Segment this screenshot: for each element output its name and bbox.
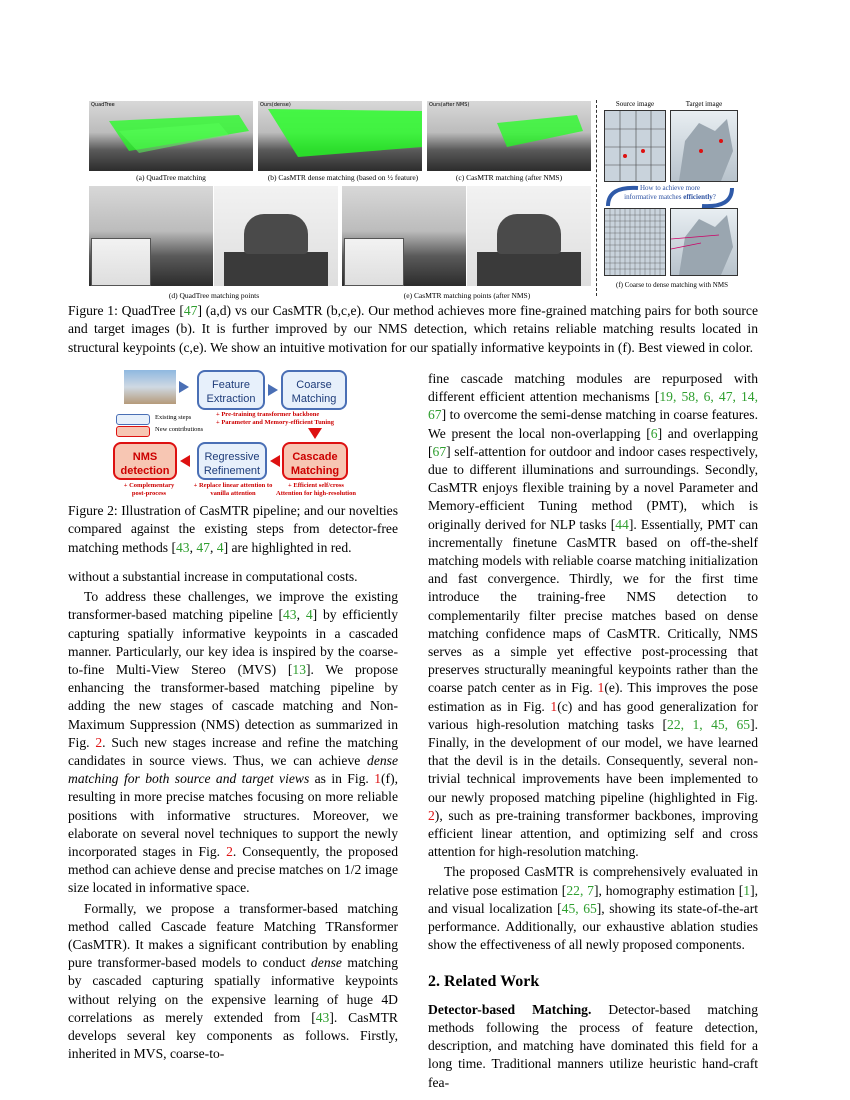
paragraph: Formally, we propose a transformer-based matching method called Cascade feature Matching TRansformer (CasMTR). It makes a significant contribution by enabling pure transformer-based models to conduct dense matching by cascaded capturing spatially informative keypoints without relying on the expensive learning of huge 4D correlations as merely extended from [43]. CasMTR develops several key components as follows. Firstly, inherited in MVS, coarse-to- — [68, 900, 399, 1062]
subcaption-b: (b) CasMTR dense matching (based on ½ feature) — [267, 173, 419, 182]
subcaption-f: (f) Coarse to dense matching with NMS — [616, 281, 728, 289]
figure-2-caption: Figure 2: Illustration of CasMTR pipeline; and our novelties compared against the existing steps from detector-free matching methods [43, 47, 4] are highlighted in red. — [68, 503, 398, 555]
target-horse-coarse — [670, 110, 738, 182]
citation-link[interactable]: 22, 7 — [566, 882, 594, 898]
citation-link[interactable]: 45, 65 — [561, 900, 597, 916]
citation-link[interactable]: 44 — [615, 516, 629, 532]
stage-regressive-refinement: Regressive Refinement — [197, 442, 267, 480]
paragraph: without a substantial increase in computational costs. — [68, 569, 358, 584]
dashed-divider — [596, 100, 597, 296]
citation-link[interactable]: 47 — [183, 303, 198, 318]
citation-link[interactable]: 1 — [743, 882, 751, 898]
subcaption-d: (d) QuadTree matching points — [168, 291, 260, 300]
citation-link[interactable]: 19, 58, 6, 47, 14, 67 — [428, 389, 758, 423]
legend-existing-swatch — [116, 414, 150, 425]
match-lines — [89, 101, 253, 171]
figure-link[interactable]: 1 — [597, 680, 605, 696]
image-quadtree-points-statue — [214, 186, 338, 286]
subcaption-e: (e) CasMTR matching points (after NMS) — [403, 291, 531, 300]
inset-image — [91, 238, 151, 286]
section-heading: 2. Related Work — [428, 972, 540, 990]
image-casmtr-dense — [258, 101, 422, 171]
note-nms: + Complementary post-process — [123, 482, 175, 497]
stage-feature-extraction: Feature Extraction — [197, 370, 265, 410]
citation-link[interactable]: 6 — [650, 425, 658, 441]
target-horse-dense — [670, 208, 738, 276]
source-grid-coarse — [604, 110, 666, 182]
image-quadtree-matching — [89, 101, 253, 171]
citation-link[interactable]: 43 — [283, 607, 297, 623]
image-quadtree-points-gate — [89, 186, 213, 286]
citation-link[interactable]: 13 — [292, 662, 306, 678]
image-casmtr-points-gate — [342, 186, 466, 286]
subcaption-c: (c) CasMTR matching (after NMS) — [455, 173, 563, 182]
right-column-text — [428, 370, 758, 1092]
stage-cascade-matching: Cascade Matching — [282, 442, 348, 480]
paragraph: Detector-based Matching. Detector-based matching methods following the process of feature detection, description, and matching have dominated this field for a long time. Traditional manners utilize heuristic hand-craft fea- — [428, 1001, 758, 1090]
citation-link[interactable]: 47 — [196, 539, 210, 555]
label-source-image: Source image — [615, 100, 655, 108]
match-lines — [258, 101, 422, 171]
horse-shape — [671, 111, 738, 182]
note-selfcross: + Efficient self/cross Attention for high-resolution — [276, 482, 356, 497]
paragraph: The proposed CasMTR is comprehensively evaluated in relative pose estimation [22, 7], homography estimation [1], and visual localization [45, 65], showing its state-of-the-art performance. Additionally, our exhaustive ablation studies show the effectiveness of all newly proposed components. — [428, 864, 759, 953]
citation-link[interactable]: 43 — [315, 1009, 330, 1025]
cathedral-image — [124, 370, 176, 404]
inset-image — [344, 238, 404, 286]
source-grid-dense — [604, 208, 666, 276]
figure-link[interactable]: 1 — [374, 771, 382, 787]
citation-link[interactable]: 67 — [432, 443, 447, 459]
arrow-to-coarse — [268, 384, 278, 396]
figure-link[interactable]: 2 — [428, 807, 435, 823]
legend-new-swatch — [116, 426, 150, 437]
figure-1-caption: Figure 1: QuadTree [47] (a,d) vs our CasMTR (b,c,e). Our method achieves more fine-grained matching pairs for both source and target images (b). It is further improved by our NMS detection, which retains reliable matching results located in structural keypoints (c,e). We show an intuitive motivation for our spatially informative keypoints in (f). Best viewed in color. — [68, 303, 758, 355]
thumb-label: QuadTree — [91, 102, 115, 108]
arrow-to-refinement — [270, 455, 280, 467]
arrow-to-nms — [180, 455, 190, 467]
note-pretrain: + Pre-training transformer backbone — [216, 411, 320, 418]
citation-link[interactable]: 4 — [216, 539, 224, 555]
paragraph: To address these challenges, we improve the existing transformer-based matching pipeline [43, 4] by efficiently capturing spatially informative keypoints in a cascaded manner. Particularly, our key idea is inspired by the coarse-to-fine Multi-View Stereo (MVS) [13]. We propose enhancing the transformer-based matching pipeline by adding the new stages of cascade matching and Non-Maximum Suppression (NMS) detection as summarized in Fig. 2. Such new stages increase and refine the matching candidates in source views. Thus, we can achieve dense matching for both source and target views as in Fig. 1(f), resulting in more precise matches focusing on more reliable positions with informative structures. Moreover, we elaborate on several novel techniques to support the newly incorporated stages in Fig. 2. Consequently, the proposed method can achieve dense and precise matches on 1/2 image size located in informative space. — [68, 589, 399, 896]
dense-grid — [605, 209, 666, 276]
citation-link[interactable]: 22, 1, 45, 65 — [667, 716, 751, 732]
label-target-image: Target image — [685, 100, 723, 108]
motivation-text: How to achieve more informative matches efficiently? — [624, 184, 716, 201]
coarse-grid — [605, 111, 666, 182]
note-linear: + Replace linear attention to vanilla attention — [193, 482, 273, 497]
subcaption-a: (a) QuadTree matching — [136, 173, 206, 182]
legend-existing: Existing steps — [155, 414, 192, 421]
note-pmt: + Parameter and Memory-efficient Tuning — [216, 419, 335, 426]
stage-coarse-matching: Coarse Matching — [281, 370, 347, 410]
citation-link[interactable]: 43 — [175, 539, 190, 555]
figure-link[interactable]: 2 — [95, 734, 103, 750]
horse-shape — [671, 209, 738, 276]
figure-link[interactable]: 1 — [550, 698, 558, 714]
thumb-label: Ours(dense) — [260, 102, 291, 108]
thumb-label: Ours(after NMS) — [429, 102, 470, 108]
figure-link[interactable]: 2 — [226, 844, 233, 860]
citation-link[interactable]: 4 — [305, 607, 313, 623]
image-casmtr-points-statue — [467, 186, 591, 286]
match-lines — [427, 101, 591, 171]
stage-nms-detection: NMS detection — [113, 442, 177, 480]
legend-new: New contributions — [155, 426, 204, 433]
left-column-text — [68, 568, 398, 1063]
arrow-to-feature — [179, 381, 189, 393]
arrow-down — [308, 428, 322, 439]
paragraph: fine cascade matching modules are repurposed with different efficient attention mechanisms [19, 58, 6, 47, 14, 67] to overcome the semi-dense matching in coarse features. We present the local non-overlapping [6] and overlapping [67] self-attention for outdoor and indoor cases respectively, due to different illuminations and surroundings. Secondly, CasMTR enjoys flexible training by a novel Parameter and Memory-efficient Tuning method (PMT), which is originally derived for NLP tasks [44]. Essentially, PMT can incrementally finetune CasMTR based on off-the-shelf matching models with reliable coarse matching initialization and fast convergence. Thirdly, we for the first time introduce the training-free NMS detection to complementarily filter precise matches based on dense matching confidence maps of CasMTR. Critically, NMS serves as a simple yet effective post-processing that preserves structurally meaningful keypoints rather than the coarse patch center as in Fig. 1(e). This improves the pose estimation as in Fig. 1(c) and has good generalization for various high-resolution matching tasks [22, 1, 45, 65]. Finally, in the development of our model, we have learned that the devil is in the details. Consequently, several non-trivial technical improvements have been implemented to our newly proposed matching pipeline (highlighted in Fig. 2), such as pre-training transformer backbones, improving efficient linear attention, and optimizing self and cross attention for high-resolution matching. — [428, 371, 758, 860]
image-casmtr-nms — [427, 101, 591, 171]
